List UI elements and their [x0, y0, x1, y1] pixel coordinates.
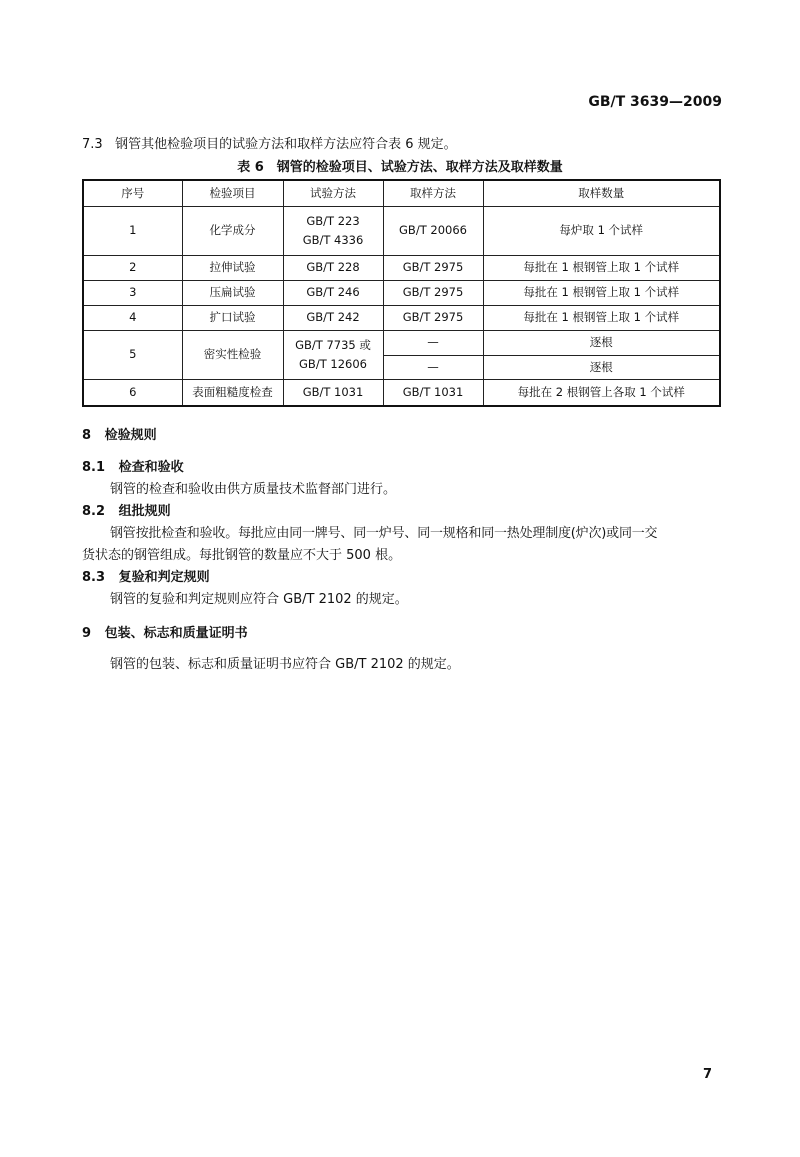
- section-title: 包装、标志和质量证明书: [104, 626, 248, 641]
- cell-method: GB/T 246: [283, 280, 383, 305]
- paragraph: 货状态的钢管组成。每批钢管的数量应不大于 500 根。: [82, 548, 402, 563]
- paragraph: 钢管按批检查和验收。每批应由同一牌号、同一炉号、同一规格和同一热处理制度(炉次)或同一交: [110, 526, 658, 541]
- cell-quantity: 每炉取 1 个试样: [483, 206, 720, 255]
- method-line: GB/T 4336: [302, 232, 364, 247]
- cell-quantity: 每批在 1 根钢管上取 1 个试样: [483, 280, 720, 305]
- cell-sampling: GB/T 2975: [383, 255, 483, 280]
- cell-quantity: 每批在 1 根钢管上取 1 个试样: [483, 305, 720, 330]
- cell-sampling: GB/T 2975: [383, 305, 483, 330]
- section-number: 8.2: [82, 504, 106, 519]
- section-number: 8: [82, 428, 92, 443]
- header-cell: 检验项目: [182, 180, 283, 206]
- table-row: [83, 379, 720, 406]
- cell-method: GB/T 228: [283, 255, 383, 280]
- cell-method: GB/T 242: [283, 305, 383, 330]
- cell-item: 化学成分: [182, 206, 283, 255]
- header-cell: 试验方法: [283, 180, 383, 206]
- section-8-2-heading: [82, 500, 171, 519]
- paragraph: 钢管的检查和验收由供方质量技术监督部门进行。: [110, 482, 397, 497]
- section-number: 9: [82, 626, 92, 641]
- cell-no: 3: [83, 280, 182, 305]
- table-row: [83, 206, 720, 255]
- method-line: GB/T 223: [306, 213, 360, 228]
- cell-item: 表面粗糙度检查: [182, 379, 283, 406]
- section-number: 8.1: [82, 460, 106, 475]
- section-number: 7.3: [82, 137, 103, 152]
- cell-no: 4: [83, 305, 182, 330]
- cell-item: 扩口试验: [182, 305, 283, 330]
- cell-method: [283, 206, 383, 255]
- doc-number: GB/T 3639—2009: [588, 94, 722, 110]
- cell-method: [283, 330, 383, 379]
- cell-no: 5: [83, 330, 182, 379]
- header-cell: 取样方法: [383, 180, 483, 206]
- cell-item: 拉伸试验: [182, 255, 283, 280]
- cell-no: 1: [83, 206, 182, 255]
- section-8-heading: [82, 424, 157, 443]
- method-line: GB/T 7735 或: [295, 337, 371, 352]
- cell-quantity: 逐根: [483, 355, 720, 379]
- table-header-row: [83, 180, 720, 206]
- header-cell: 序号: [83, 180, 182, 206]
- section-text: 钢管其他检验项目的试验方法和取样方法应符合表 6 规定。: [115, 137, 457, 152]
- section-title: 检查和验收: [118, 460, 184, 475]
- page-number: 7: [703, 1067, 713, 1082]
- cell-sampling: GB/T 1031: [383, 379, 483, 406]
- cell-quantity: 每批在 1 根钢管上取 1 个试样: [483, 255, 720, 280]
- section-7-3: [82, 133, 457, 152]
- section-title: 组批规则: [118, 504, 171, 519]
- cell-item: 压扁试验: [182, 280, 283, 305]
- table-row: [83, 255, 720, 280]
- table-caption: 表 6 钢管的检验项目、试验方法、取样方法及取样数量: [237, 160, 563, 175]
- cell-quantity: 逐根: [483, 330, 720, 355]
- table-row: [83, 305, 720, 330]
- header-cell: 取样数量: [483, 180, 720, 206]
- section-title: 复验和判定规则: [118, 570, 210, 585]
- section-title: 检验规则: [104, 428, 157, 443]
- section-number: 8.3: [82, 570, 106, 585]
- cell-sampling: GB/T 20066: [383, 206, 483, 255]
- cell-quantity: 每批在 2 根钢管上各取 1 个试样: [483, 379, 720, 406]
- method-line: GB/T 12606: [299, 356, 367, 371]
- cell-sampling: —: [383, 330, 483, 355]
- cell-item: 密实性检验: [182, 330, 283, 379]
- cell-no: 6: [83, 379, 182, 406]
- paragraph: 钢管的包装、标志和质量证明书应符合 GB/T 2102 的规定。: [110, 657, 460, 672]
- section-8-3-heading: [82, 566, 210, 585]
- cell-no: 2: [83, 255, 182, 280]
- table-row: [83, 280, 720, 305]
- table-row: [83, 330, 720, 355]
- section-9-heading: [82, 622, 248, 641]
- section-8-1-heading: [82, 456, 184, 475]
- cell-sampling: GB/T 2975: [383, 280, 483, 305]
- cell-method: GB/T 1031: [283, 379, 383, 406]
- cell-sampling: —: [383, 355, 483, 379]
- paragraph: 钢管的复验和判定规则应符合 GB/T 2102 的规定。: [110, 592, 408, 607]
- inspection-table: [82, 179, 721, 407]
